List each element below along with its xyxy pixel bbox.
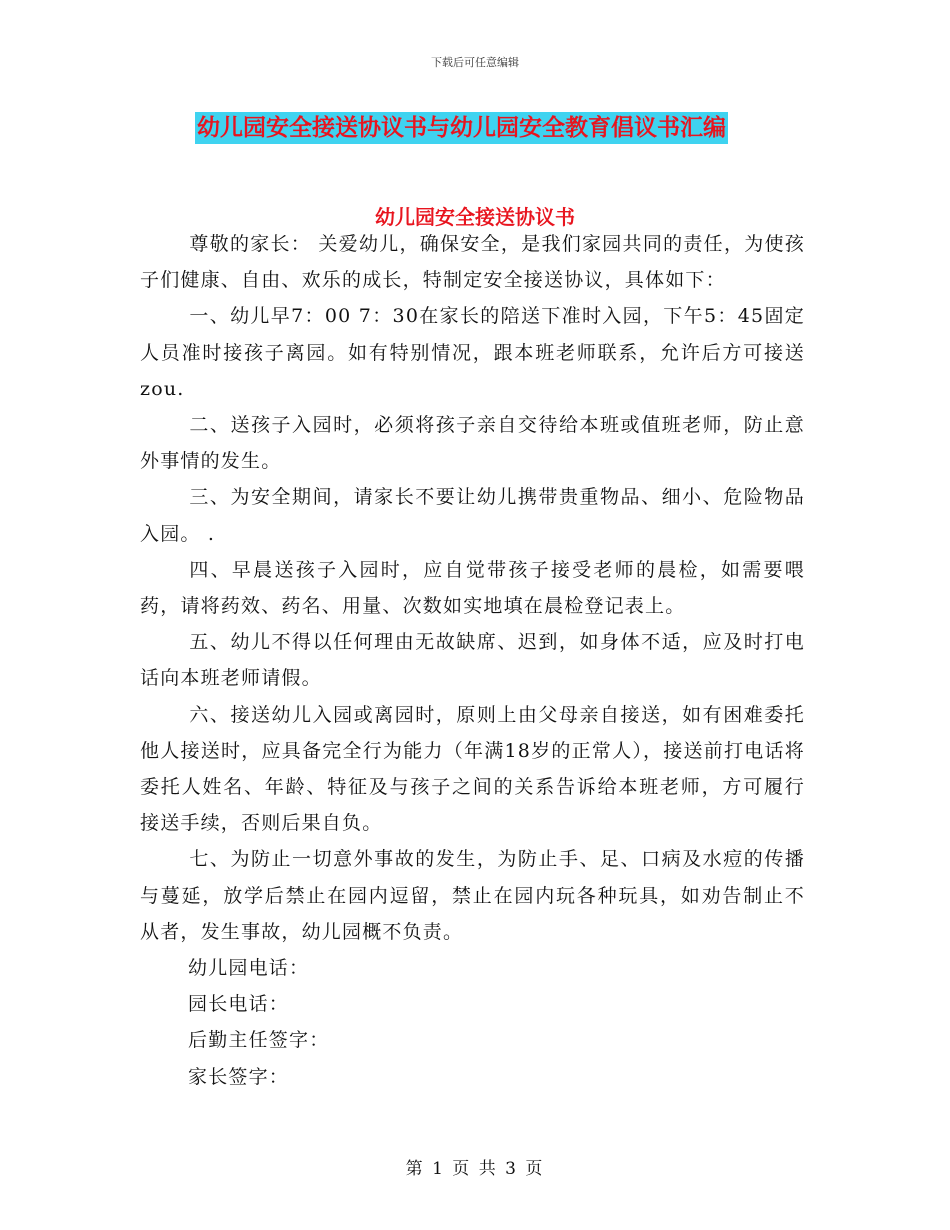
header-note: 下载后可任意编辑 — [431, 56, 519, 69]
document-body — [140, 226, 805, 1095]
paragraph-clause-1: 一、幼儿早7：00 7：30在家长的陪送下准时入园，下午5：45固定人员准时接孩子离园。如有特别情况，跟本班老师联系，允许后方可接送zou. — [140, 305, 805, 400]
page-number: 第 1 页 共 3 页 — [405, 1159, 545, 1179]
parent-signature-field: 家长签字： — [188, 1065, 290, 1088]
logistics-director-signature-field: 后勤主任签字： — [188, 1029, 330, 1052]
paragraph-clause-6: 六、接送幼儿入园或离园时，原则上由父母亲自接送，如有困难委托他人接送时，应具备完全行为能力（年满18岁的正常人），接送前打电话将委托人姓名、年龄、特征及与孩子之间的关系告诉给本班老师，方可履行接送手续，否则后果自负。 — [140, 703, 805, 835]
principal-phone-field: 园长电话： — [188, 993, 290, 1016]
main-title: 幼儿园安全接送协议书与幼儿园安全教育倡议书汇编 — [195, 112, 728, 144]
paragraph-clause-4: 四、早晨送孩子入园时，应自觉带孩子接受老师的晨检，如需要喂药，请将药效、药名、用量、次数如实地填在晨检登记表上。 — [140, 558, 805, 618]
paragraph-clause-5: 五、幼儿不得以任何理由无故缺席、迟到，如身体不适，应及时打电话向本班老师请假。 — [140, 631, 805, 690]
paragraph-clause-2: 二、送孩子入园时，必须将孩子亲自交待给本班或值班老师，防止意外事情的发生。 — [140, 414, 805, 473]
paragraph-greeting: 尊敬的家长： 关爱幼儿，确保安全，是我们家园共同的责任，为使孩子们健康、自由、欢乐的成长，特制定安全接送协议，具体如下： — [140, 233, 805, 292]
section-title: 幼儿园安全接送协议书 — [375, 205, 575, 229]
kindergarten-phone-field: 幼儿园电话： — [188, 957, 310, 980]
paragraph-clause-7: 七、为防止一切意外事故的发生，为防止手、足、口病及水痘的传播与蔓延，放学后禁止在园内逗留，禁止在园内玩各种玩具，如劝告制止不从者，发生事故，幼儿园概不负责。 — [140, 848, 805, 943]
paragraph-clause-3: 三、为安全期间，请家长不要让幼儿携带贵重物品、细小、危险物品入园。 . — [140, 486, 805, 545]
